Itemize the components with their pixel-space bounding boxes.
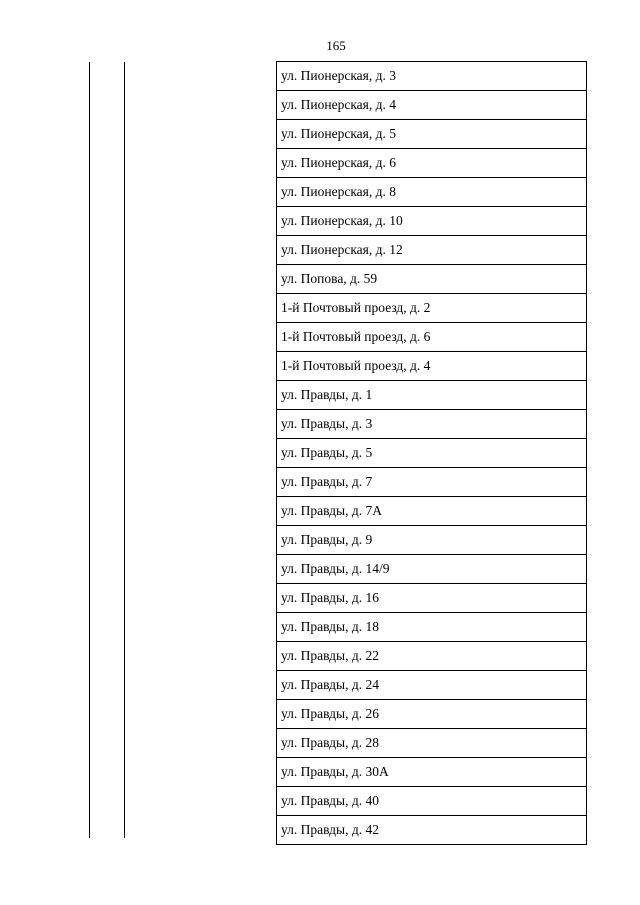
table-row (277, 381, 587, 410)
address-cell: ул. Правды, д. 22 (277, 642, 587, 671)
table-row (277, 497, 587, 526)
table-row (277, 758, 587, 787)
address-cell: ул. Пионерская, д. 3 (277, 62, 587, 91)
table-row (277, 62, 587, 91)
address-cell: ул. Пионерская, д. 12 (277, 236, 587, 265)
address-cell: 1-й Почтовый проезд, д. 6 (277, 323, 587, 352)
table-row (277, 700, 587, 729)
address-table (276, 61, 587, 845)
table-row (277, 729, 587, 758)
address-cell: ул. Попова, д. 59 (277, 265, 587, 294)
table-row (277, 410, 587, 439)
table-row (277, 439, 587, 468)
address-cell: ул. Правды, д. 1 (277, 381, 587, 410)
address-cell: ул. Правды, д. 5 (277, 439, 587, 468)
table-row (277, 236, 587, 265)
address-cell: ул. Правды, д. 40 (277, 787, 587, 816)
table-row (277, 468, 587, 497)
address-cell: ул. Правды, д. 26 (277, 700, 587, 729)
address-cell: ул. Правды, д. 14/9 (277, 555, 587, 584)
address-cell: 1-й Почтовый проезд, д. 4 (277, 352, 587, 381)
address-cell: ул. Правды, д. 30А (277, 758, 587, 787)
table-row (277, 149, 587, 178)
table-row (277, 526, 587, 555)
address-table-body (277, 62, 587, 845)
table-row (277, 555, 587, 584)
address-cell: ул. Правды, д. 24 (277, 671, 587, 700)
address-cell: ул. Правды, д. 16 (277, 584, 587, 613)
table-row (277, 178, 587, 207)
address-cell: ул. Правды, д. 18 (277, 613, 587, 642)
table-row (277, 294, 587, 323)
table-row (277, 671, 587, 700)
table-row (277, 323, 587, 352)
table-row (277, 352, 587, 381)
address-cell: ул. Пионерская, д. 4 (277, 91, 587, 120)
address-cell: ул. Правды, д. 3 (277, 410, 587, 439)
address-cell: ул. Правды, д. 42 (277, 816, 587, 845)
address-cell: 1-й Почтовый проезд, д. 2 (277, 294, 587, 323)
table-row (277, 613, 587, 642)
address-cell: ул. Пионерская, д. 5 (277, 120, 587, 149)
address-cell: ул. Правды, д. 28 (277, 729, 587, 758)
page-number: 165 (326, 38, 346, 53)
address-cell: ул. Правды, д. 7А (277, 497, 587, 526)
address-cell: ул. Пионерская, д. 10 (277, 207, 587, 236)
table-row (277, 91, 587, 120)
table-row (277, 207, 587, 236)
address-cell: ул. Правды, д. 7 (277, 468, 587, 497)
table-column-border-left (89, 62, 90, 838)
table-row (277, 642, 587, 671)
table-column-border-second (124, 62, 125, 838)
table-row (277, 265, 587, 294)
table-row (277, 787, 587, 816)
address-cell: ул. Правды, д. 9 (277, 526, 587, 555)
address-cell: ул. Пионерская, д. 6 (277, 149, 587, 178)
table-row (277, 120, 587, 149)
table-row (277, 816, 587, 845)
table-row (277, 584, 587, 613)
address-cell: ул. Пионерская, д. 8 (277, 178, 587, 207)
